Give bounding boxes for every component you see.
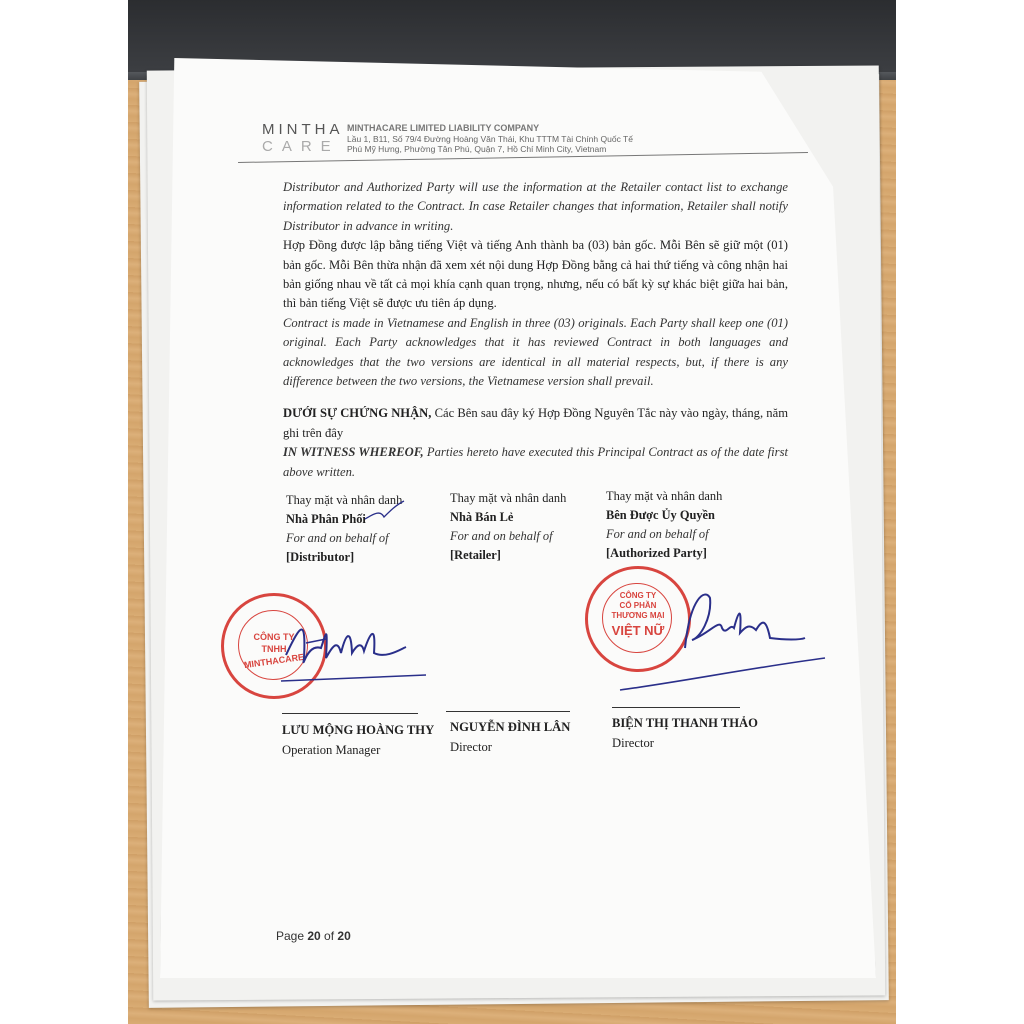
seal-line2: TNHH — [261, 644, 287, 654]
signer-title: Operation Manager — [282, 743, 381, 757]
on-behalf-vi: Thay mặt và nhân danh — [450, 491, 567, 505]
signature-line-3 — [612, 707, 740, 708]
on-behalf-vi: Thay mặt và nhân danh — [286, 493, 403, 507]
seal-line1: CÔNG TY — [619, 591, 657, 600]
signature-authorized — [600, 578, 840, 698]
signer-title: Director — [450, 740, 492, 754]
signer-authorized — [612, 713, 758, 753]
company-name: MINTHACARE LIMITED LIABILITY COMPANY — [347, 123, 540, 133]
party-name-en: [Authorized Party] — [606, 546, 707, 560]
paragraph-originals-vi: Hợp Đồng được lập bằng tiếng Việt và tiếng Anh thành ba (03) bản gốc. Mỗi Bên sẽ giữ một (01) bản gốc. Mỗi Bên thừa nhận đã xem xét nội dung Hợp Đồng bằng cả hai thứ tiếng và công nhận hai bản giống nhau về tất cả mọi khía cạnh quan trọng, nhưng, nếu có bất kỳ sự khác biệt giữa hai bản, thì bản tiếng Việt sẽ được ưu tiên áp dụng. — [283, 238, 788, 311]
signer-retailer — [450, 717, 570, 757]
company-header — [347, 123, 633, 155]
on-behalf-en: For and on behalf of — [606, 527, 709, 541]
seal-line3: MINTHACARE — [243, 651, 305, 671]
page-number — [276, 929, 351, 943]
seal-line2: CỔ PHẦN — [619, 601, 657, 610]
witness-vi-text: Các Bên sau đây ký Hợp Đồng Nguyên Tắc này vào ngày, tháng, năm ghi trên đây — [283, 406, 788, 440]
company-logo — [262, 121, 344, 155]
witness-en — [283, 443, 788, 482]
contract-body — [283, 178, 788, 482]
party-name-vi: Nhà Phân Phối — [286, 512, 366, 526]
signer-name: BIỆN THỊ THANH THẢO — [612, 716, 758, 730]
logo-bottom: CARE — [262, 138, 340, 155]
on-behalf-vi: Thay mặt và nhân danh — [606, 489, 723, 503]
page-total: 20 — [337, 929, 351, 943]
witness-vi-heading: DƯỚI SỰ CHỨNG NHẬN, — [283, 406, 432, 421]
white-border-right — [896, 0, 1024, 1024]
seal-line3: THƯƠNG MẠI — [611, 611, 665, 620]
company-address-line1: Lầu 1, B11, Số 79/4 Đường Hoàng Văn Thái, Khu TTTM Tài Chính Quốc Tế — [347, 133, 633, 144]
seal-line4: VIỆT NỮ — [611, 623, 665, 638]
logo-top: MINTHA — [262, 121, 344, 138]
seal-line1: CÔNG TY — [253, 632, 295, 642]
signer-name: LƯU MỘNG HOÀNG THY — [282, 723, 435, 737]
party-name-vi: Bên Được Ủy Quyền — [606, 508, 715, 522]
signature-line-1 — [282, 713, 418, 714]
party-retailer — [450, 489, 566, 565]
signer-distributor — [282, 720, 434, 760]
on-behalf-en: For and on behalf of — [286, 531, 389, 545]
signer-name: NGUYỄN ĐÌNH LÂN — [450, 720, 571, 734]
page-current: 20 — [307, 929, 321, 943]
company-address-line2: Phú Mỹ Hưng, Phường Tân Phú, Quận 7, Hồ Chí Minh City, Vietnam — [347, 144, 607, 154]
white-border-left — [0, 0, 128, 1024]
party-name-en: [Retailer] — [450, 548, 501, 562]
witness-en-text: Parties hereto have executed this Principal Contract as of the date first above written. — [283, 445, 788, 479]
on-behalf-en: For and on behalf of — [450, 529, 553, 543]
party-name-en: [Distributor] — [286, 550, 355, 564]
initial-mark — [360, 497, 410, 527]
signature-distributor — [266, 603, 446, 693]
paragraph-originals-en: Contract is made in Vietnamese and English in three (03) originals. Each Party shall keep one (01) original. Each Party acknowledges that it has reviewed Contract in both languages and acknowledges that the two versions are identical in all material respects, but, if there is any difference between the two versions, the Vietnamese version shall prevail. — [283, 315, 788, 389]
party-authorized — [606, 487, 722, 563]
witness-vi — [283, 404, 788, 443]
witness-en-heading: IN WITNESS WHEREOF, — [283, 445, 424, 460]
page-of: of — [320, 929, 338, 943]
signer-title: Director — [612, 736, 654, 750]
paragraph-contact-info-en: Distributor and Authorized Party will use the information at the Retailer contact list to exchange information related to the Contract. In case Retailer changes that information, Retailer shall notify Distributor in advance in writing. — [283, 180, 788, 233]
signature-line-2 — [446, 711, 570, 712]
page-prefix: Page — [276, 929, 308, 943]
party-name-vi: Nhà Bán Lẻ — [450, 510, 514, 524]
